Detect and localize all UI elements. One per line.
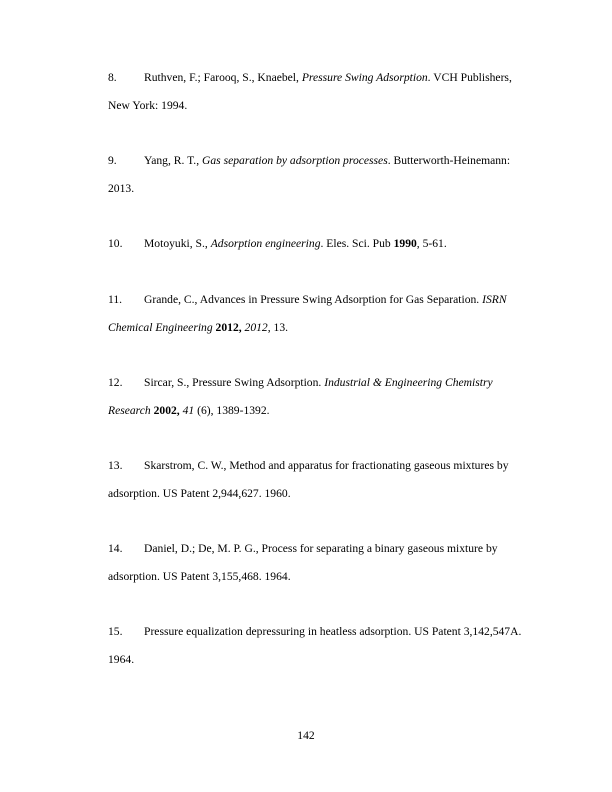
reference-pages: , 13. (267, 320, 289, 334)
reference-line (108, 535, 538, 563)
reference-authors: Motoyuki, S., (144, 237, 211, 250)
reference-line (108, 286, 538, 314)
reference-title: Gas separation by adsorption processes (202, 154, 388, 167)
reference-continuation: adsorption. US Patent 2,944,627. 1960. (108, 486, 291, 500)
reference-14 (108, 535, 538, 590)
reference-journal: Chemical Engineering (108, 320, 213, 334)
reference-pages: (6), 1389-1392. (194, 403, 270, 417)
reference-title: Pressure Swing Adsorption (301, 71, 428, 84)
reference-text: Skarstrom, C. W., Method and apparatus for fractionating gaseous mixtures by (144, 459, 509, 472)
reference-text: Pressure equalization depressuring in heatless adsorption. US Patent 3,142,547A. (144, 625, 522, 638)
reference-number: 15. (108, 625, 123, 638)
reference-publisher: . Butterworth-Heinemann: (387, 154, 511, 167)
reference-9 (108, 147, 538, 202)
reference-year: 1990 (393, 237, 417, 250)
reference-12 (108, 369, 538, 424)
reference-continuation: adsorption. US Patent 3,155,468. 1964. (108, 569, 291, 583)
reference-journal: Research (108, 403, 151, 417)
reference-10 (108, 230, 538, 258)
reference-pages: , 5-61. (416, 237, 447, 250)
reference-authors: Yang, R. T., (144, 154, 202, 167)
reference-number: 11. (108, 293, 123, 306)
reference-11 (108, 286, 538, 341)
reference-15 (108, 618, 538, 673)
reference-text: Sircar, S., Pressure Swing Adsorption. (144, 376, 325, 389)
reference-number: 9. (108, 154, 117, 167)
reference-8 (108, 64, 538, 119)
reference-number: 8. (108, 71, 117, 84)
reference-text: Daniel, D.; De, M. P. G., Process for separating a binary gaseous mixture by (144, 542, 498, 555)
reference-text: Grande, C., Advances in Pressure Swing Adsorption for Gas Separation. (144, 293, 483, 306)
reference-year: 2002, (150, 403, 180, 417)
reference-publisher: . VCH Publishers, (427, 71, 512, 84)
reference-number: 12. (108, 376, 123, 389)
reference-13 (108, 452, 538, 507)
reference-line (108, 230, 538, 258)
reference-continuation: 2013. (108, 181, 135, 195)
reference-number: 13. (108, 459, 123, 472)
reference-volume: 41 (179, 403, 195, 417)
reference-continuation: 1964. (108, 652, 135, 666)
reference-line (108, 147, 538, 175)
reference-publisher: . Eles. Sci. Pub (320, 237, 394, 250)
reference-continuation (108, 314, 538, 342)
reference-year: 2012, (212, 320, 242, 334)
reference-number: 10. (108, 237, 123, 250)
reference-number: 14. (108, 542, 123, 555)
reference-journal: Industrial & Engineering Chemistry (324, 376, 493, 389)
reference-line (108, 369, 538, 397)
reference-journal: ISRN (482, 293, 507, 306)
reference-line (108, 64, 538, 92)
page-number: 142 (297, 729, 315, 742)
reference-continuation: New York: 1994. (108, 98, 188, 112)
reference-authors: Ruthven, F.; Farooq, S., Knaebel, (144, 71, 302, 84)
reference-volume: 2012 (241, 320, 268, 334)
reference-title: Adsorption engineering (210, 237, 321, 250)
reference-line (108, 618, 538, 646)
reference-continuation (108, 397, 538, 425)
reference-line (108, 452, 538, 480)
